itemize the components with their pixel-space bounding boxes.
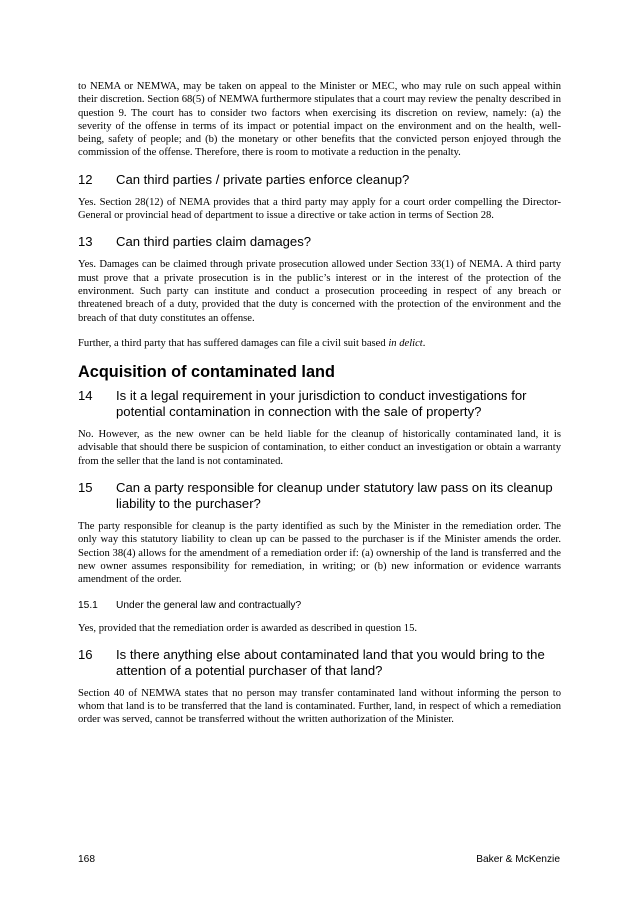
question-number: 12 [78, 171, 93, 187]
question-12-answer: Yes. Section 28(12) of NEMA provides that a third party may apply for a court order compelling the Director-General or provincial head of department to issue a directive or take action in terms of Section 28. [78, 196, 561, 222]
question-title: Can a party responsible for cleanup under statutory law pass on its cleanup liability to the purchaser? [116, 480, 553, 512]
answer-text: Further, a third party that has suffered damages can file a civil suit based [78, 337, 389, 349]
question-15-1-heading [78, 599, 561, 612]
question-13-answer-2 [78, 337, 561, 350]
question-title: Under the general law and contractually? [116, 599, 302, 611]
question-16-heading [78, 647, 561, 679]
section-heading: Acquisition of contaminated land [78, 363, 335, 382]
question-title: Can third parties claim damages? [116, 234, 312, 250]
answer-text-end: . [422, 337, 426, 349]
question-14-heading [78, 388, 561, 420]
question-title: Can third parties / private parties enforce cleanup? [116, 171, 410, 187]
question-13-answer: Yes. Damages can be claimed through private prosecution allowed under Section 33(1) of NEMA. A third party must prove that a private prosecution is in the public’s interest or in the interest of the protection of the environment. Such party can institute and conduct a prosecution proceeding in respect of any breach or threatened breach of a duty, provided that the duty is concerned with the protection of the environment and the breach of that duty constitutes an offense. [78, 259, 561, 324]
question-title: Is there anything else about contaminated land that you would bring to the attention of a potential purchaser of that land? [116, 646, 545, 678]
question-15-answer: The party responsible for cleanup is the party identified as such by the Minister in the remediation order. The only way this statutory liability to clean up can be passed to the purchaser is if the Minister amends the order. Section 38(4) allows for the amendment of a remediation order if: (a) ownership of the land is transferred and the new owner assumes responsibility for remediation, in writing; or (b) new information or evidence warrants amendment of the order. [78, 521, 561, 586]
question-13-heading [78, 234, 561, 250]
intro-paragraph: to NEMA or NEMWA, may be taken on appeal to the Minister or MEC, who may rule on such appeal within their discretion. Section 68(5) of NEMWA furthermore stipulates that a court may review the penalty described in question 9. The court has to consider two factors when exercising its discretion on review, namely: (a) the severity of the offense in terms of its impact or potential impact on the environment and on the health, well-being, safety of people; and (b) the monetary or other benefits that the convicted person enjoyed through the commission of the offense. Therefore, there is room to motivate a reduction in the penalty. [78, 81, 561, 159]
question-15-heading [78, 480, 561, 512]
question-number: 13 [78, 234, 93, 250]
question-12-heading [78, 172, 561, 188]
question-number: 14 [78, 388, 93, 404]
page-number: 168 [78, 854, 95, 865]
question-15-1-answer: Yes, provided that the remediation order is awarded as described in question 15. [78, 622, 418, 634]
question-number: 16 [78, 646, 93, 662]
question-16-answer: Section 40 of NEMWA states that no person may transfer contaminated land without informing the person to whom that land is to be transferred that the land is contaminated. Further, land, in respect of which a remediation order was served, cannot be transferred without the written authorization of the Minister. [78, 687, 561, 726]
question-14-answer: No. However, as the new owner can be held liable for the cleanup of historically contaminated land, it is advisable that should there be suspicion of contamination, to either conduct an investigation or obtain a warranty from the seller that the land is not contaminated. [78, 429, 561, 467]
document-body [78, 80, 561, 739]
question-title: Is it a legal requirement in your jurisdiction to conduct investigations for potential contamination in connection with the sale of property? [116, 388, 527, 420]
firm-name: Baker & McKenzie [476, 854, 560, 865]
question-number: 15.1 [78, 599, 98, 611]
answer-italic-text: in delict [388, 337, 423, 349]
question-number: 15 [78, 480, 93, 496]
page-footer [78, 854, 560, 865]
